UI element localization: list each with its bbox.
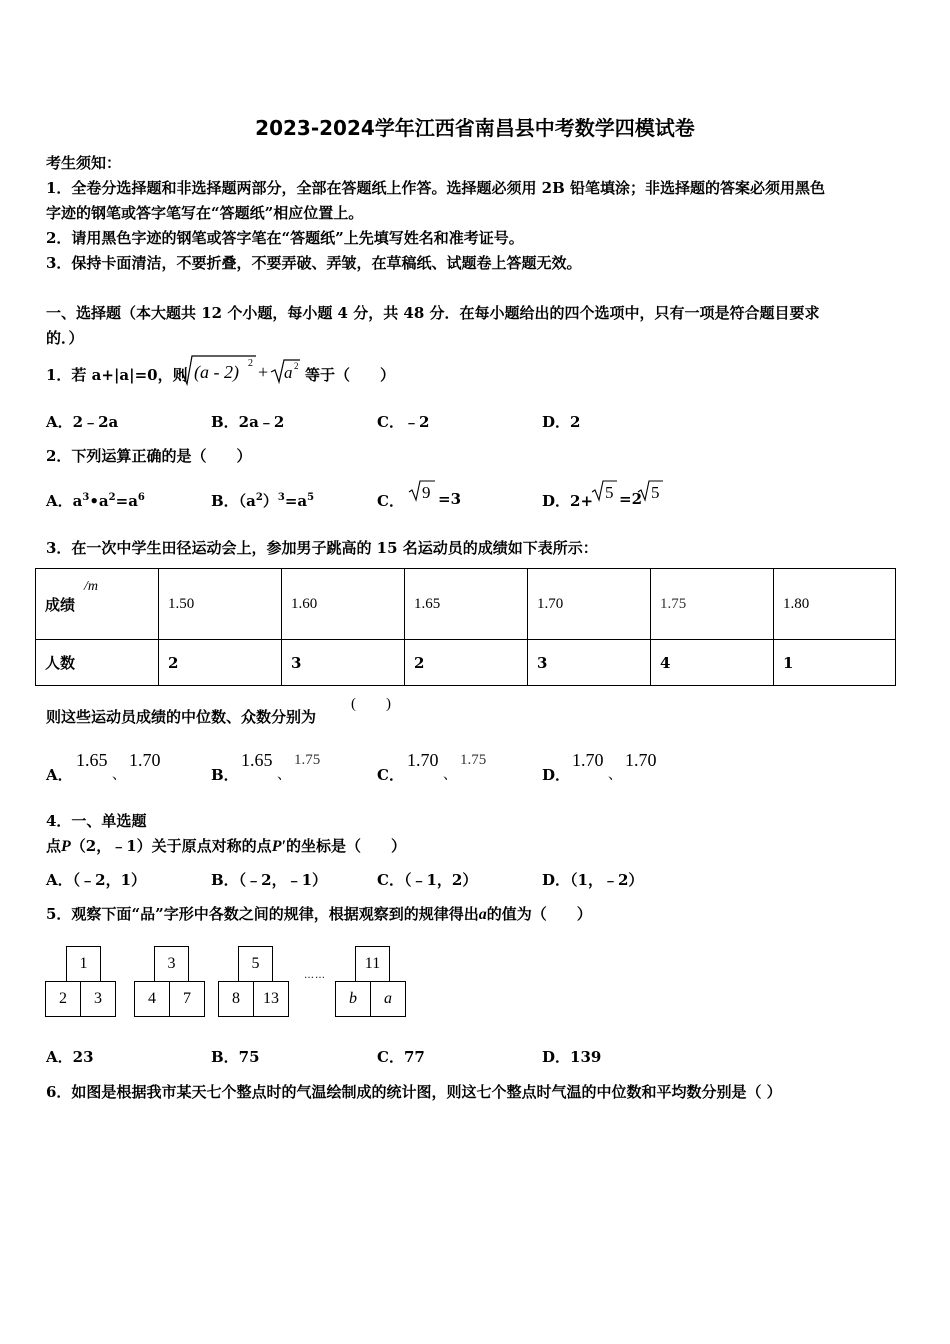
q2-option-d-radical-1 xyxy=(590,478,618,504)
score-cell: 1.50 xyxy=(159,569,282,640)
q5-figure-1-left: 2 xyxy=(45,981,81,1017)
q3-option-a-label[interactable]: A． xyxy=(46,766,73,784)
q3-option-c-value-2: 1.75 xyxy=(460,752,487,768)
q5-figure-3-left: 8 xyxy=(218,981,254,1017)
q3-option-a-value-1: 1.65 xyxy=(76,750,108,770)
q2-option-d-mid: =2 xyxy=(619,490,643,508)
q5-figure-3-top: 5 xyxy=(238,946,273,982)
table-header-cell: 成绩 /m xyxy=(36,569,159,640)
q3-option-c-separator: 、 xyxy=(443,767,457,783)
q3-stem: 3．在一次中学生田径运动会上，参加男子跳高的 15 名运动员的成绩如下表所示： xyxy=(46,539,598,557)
q3-option-d-value-1: 1.70 xyxy=(572,750,604,770)
q3-option-a-separator: 、 xyxy=(112,767,126,783)
table-row xyxy=(36,569,896,640)
q5-option-b[interactable]: B．75 xyxy=(211,1048,260,1066)
score-cell: 1.60 xyxy=(282,569,405,640)
svg-text:9: 9 xyxy=(422,483,431,502)
score-cell: 1.65 xyxy=(405,569,528,640)
count-cell: 3 xyxy=(528,640,651,686)
q5-figure-2-top: 3 xyxy=(154,946,189,982)
q5-figure-4-top: 11 xyxy=(355,946,390,982)
notice-line-3: 3．保持卡面清洁，不要折叠，不要弄破、弄皱，在草稿纸、试题卷上答题无效。 xyxy=(46,254,582,272)
q3-option-a-value-2: 1.70 xyxy=(129,750,161,770)
svg-text:5: 5 xyxy=(605,483,614,502)
score-cell: 1.80 xyxy=(774,569,896,640)
q1-radicand-1: (a - 2) xyxy=(194,362,239,382)
q1-stem-prefix: 1．若 a+|a|=0，则 xyxy=(46,366,188,384)
q1-option-b[interactable]: B．2a﹣2 xyxy=(211,413,285,431)
q5-stem: 5．观察下面“品”字形中各数之间的规律，根据观察到的规律得出a的值为（ ） xyxy=(46,905,592,923)
q5-figure-2-left: 4 xyxy=(134,981,170,1017)
q3-question: 则这些运动员成绩的中位数、众数分别为 xyxy=(46,708,317,726)
q3-option-b-value-2: 1.75 xyxy=(294,752,321,768)
q1-option-c[interactable]: C．﹣2 xyxy=(377,413,430,431)
q5-figure-1-top: 1 xyxy=(66,946,101,982)
q5-option-d[interactable]: D．139 xyxy=(542,1048,602,1066)
q2-option-d-radical-2 xyxy=(636,478,664,504)
q1-stem-suffix: 等于（ ） xyxy=(305,366,396,384)
count-cell: 3 xyxy=(282,640,405,686)
q5-figure-1-right: 3 xyxy=(80,981,116,1017)
q4-option-a[interactable]: A．（﹣2，1） xyxy=(46,871,147,889)
q1-exponent-2: 2 xyxy=(294,361,299,371)
q3-option-b-label[interactable]: B． xyxy=(211,766,239,784)
q4-option-d[interactable]: D．（1，﹣2） xyxy=(542,871,644,889)
count-cell: 4 xyxy=(651,640,774,686)
q4-stem: 点P（2，﹣1）关于原点对称的点P′的坐标是（ ） xyxy=(46,837,406,855)
q3-score-table xyxy=(35,568,896,686)
q3-option-b-separator: 、 xyxy=(277,767,291,783)
count-cell: 2 xyxy=(159,640,282,686)
q2-option-c-radical xyxy=(407,478,437,504)
q3-option-d-label[interactable]: D． xyxy=(542,766,571,784)
score-cell: 1.75 xyxy=(651,569,774,640)
table-header-cell: 人数 xyxy=(36,640,159,686)
q2-option-d[interactable]: D．2+ xyxy=(542,492,594,510)
q1-radical-expression xyxy=(176,352,304,388)
q2-option-b[interactable]: B．$(a^2)^3=a^5$ xyxy=(211,492,315,510)
table-row xyxy=(36,640,896,686)
q5-option-a[interactable]: A．23 xyxy=(46,1048,94,1066)
q1-option-d[interactable]: D．2 xyxy=(542,413,581,431)
q3-option-c-value-1: 1.70 xyxy=(407,750,439,770)
q4-option-b[interactable]: B．（﹣2，﹣1） xyxy=(211,871,328,889)
q2-option-a[interactable]: A．$a^3•a^2=a^6$ xyxy=(46,492,145,510)
notice-line-2: 2．请用黑色字迹的钢笔或答字笔在“答题纸”上先填写姓名和准考证号。 xyxy=(46,229,524,247)
q3-option-d-separator: 、 xyxy=(608,767,622,783)
q3-option-b-value-1: 1.65 xyxy=(241,750,273,770)
q3-option-c-label[interactable]: C． xyxy=(377,766,404,784)
notice-heading: 考生须知： xyxy=(46,154,122,172)
q2-stem: 2．下列运算正确的是（ ） xyxy=(46,447,252,465)
q5-figure-4-left: b xyxy=(335,981,371,1017)
q1-plus: + xyxy=(258,362,269,382)
q4-heading: 4．一、单选题 xyxy=(46,812,147,830)
count-cell: 2 xyxy=(405,640,528,686)
q6-stem: 6．如图是根据我市某天七个整点时的气温绘制成的统计图，则这七个整点时气温的中位数和平均数分别是（ ） xyxy=(46,1083,782,1101)
svg-text:5: 5 xyxy=(651,483,660,502)
q1-radicand-2: a xyxy=(284,363,293,382)
q5-figure-3-right: 13 xyxy=(253,981,289,1017)
q1-exponent-1: 2 xyxy=(248,358,253,369)
score-cell: 1.70 xyxy=(528,569,651,640)
q2-option-c[interactable]: C． xyxy=(377,492,404,510)
q5-figure-2-right: 7 xyxy=(169,981,205,1017)
q5-option-c[interactable]: C．77 xyxy=(377,1048,425,1066)
section-heading-line-1: 一、选择题（本大题共 12 个小题，每小题 4 分，共 48 分．在每小题给出的四个选项中，只有一项是符合题目要求 xyxy=(46,304,820,322)
q2-option-c-result: =3 xyxy=(438,490,462,508)
q5-figure-4-right: a xyxy=(370,981,406,1017)
section-heading-line-2: 的．） xyxy=(46,329,84,347)
q3-option-d-value-2: 1.70 xyxy=(625,750,657,770)
count-cell: 1 xyxy=(774,640,896,686)
q3-answer-paren: ( ) xyxy=(351,696,391,712)
page-title: 2023-2024学年江西省南昌县中考数学四模试卷 xyxy=(255,116,695,140)
q4-option-c[interactable]: C．（﹣1，2） xyxy=(377,871,478,889)
q5-ellipsis: …… xyxy=(304,970,326,981)
q1-option-a[interactable]: A．2﹣2a xyxy=(46,413,119,431)
notice-line-1b: 字迹的钢笔或答字笔写在“答题纸”相应位置上。 xyxy=(46,204,364,222)
notice-line-1a: 1．全卷分选择题和非选择题两部分，全部在答题纸上作答。选择题必须用 2B 铅笔填涂；非选择题的答案必须用黑色 xyxy=(46,179,826,197)
